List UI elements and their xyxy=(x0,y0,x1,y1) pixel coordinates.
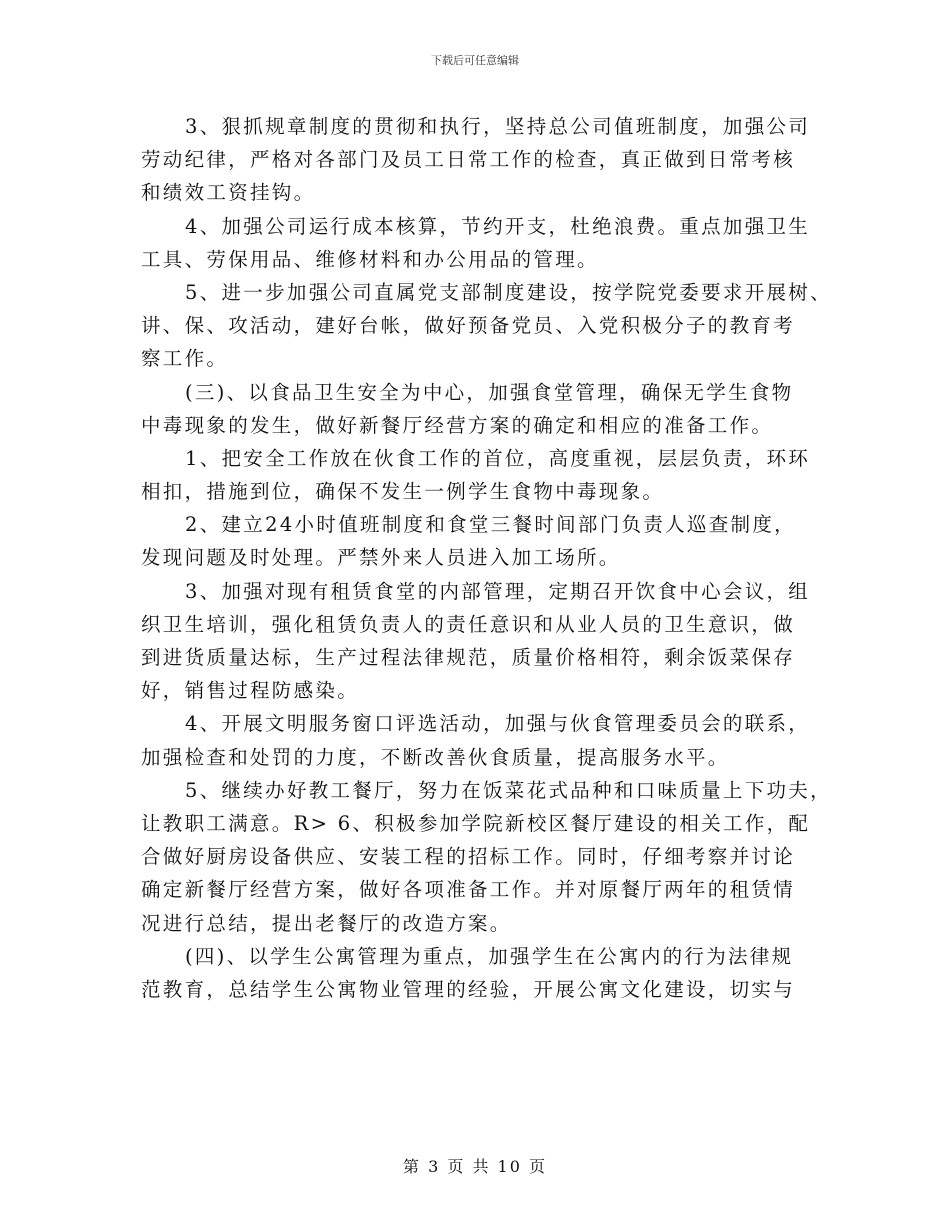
page-header: 下载后可任意编辑 xyxy=(431,54,519,67)
paragraph-line: 好，销售过程防感染。 xyxy=(141,679,360,703)
paragraph-line: 况进行总结，提出老餐厅的改造方案。 xyxy=(141,911,512,935)
paragraph-line: 4、加强公司运行成本核算，节约开支，杜绝浪费。重点加强卫生 xyxy=(185,214,811,238)
paragraph-line: 工具、劳保用品、维修材料和办公用品的管理。 xyxy=(141,247,599,271)
paragraph-line: 5、进一步加强公司直属党支部制度建设，按学院党委要求开展树、 xyxy=(185,280,832,304)
paragraph-line: 加强检查和处罚的力度，不断改善伙食质量，提高服务水平。 xyxy=(141,745,730,769)
paragraph-line: 范教育，总结学生公寓物业管理的经验，开展公寓文化建设，切实与 xyxy=(141,977,796,1001)
paragraph-line: 3、狠抓规章制度的贯彻和执行，坚持总公司值班制度，加强公司 xyxy=(185,115,811,138)
page-number: 第 3 页 共 10 页 xyxy=(403,1157,547,1176)
paragraph-line: 确定新餐厅经营方案，做好各项准备工作。并对原餐厅两年的租赁情 xyxy=(141,878,796,902)
document-body xyxy=(141,110,832,1006)
paragraph-line: 到进货质量达标，生产过程法律规范，质量价格相符，剩余饭菜保存 xyxy=(141,646,796,669)
paragraph-line: 劳动纪律，严格对各部门及员工日常工作的检查，真正做到日常考核 xyxy=(141,148,796,172)
paragraph-line: 察工作。 xyxy=(141,347,229,371)
paragraph-line: 讲、保、攻活动，建好台帐，做好预备党员、入党积极分子的教育考 xyxy=(141,314,796,338)
paragraph-line: 2、建立24小时值班制度和食堂三餐时间部门负责人巡查制度， xyxy=(185,513,796,537)
paragraph-line: 织卫生培训，强化租赁负责人的责任意识和从业人员的卫生意识，做 xyxy=(141,612,796,636)
paragraph-line: 让教职工满意。R> 6、积极参加学院新校区餐厅建设的相关工作，配 xyxy=(141,811,811,835)
paragraph-line: 1、把安全工作放在伙食工作的首位，高度重视，层层负责，环环 xyxy=(185,446,811,470)
section-heading-line: (四)、以学生公寓管理为重点，加强学生在公寓内的行为法律规 xyxy=(185,944,794,968)
paragraph-line: 发现问题及时处理。严禁外来人员进入加工场所。 xyxy=(141,546,621,570)
paragraph-line: 中毒现象的发生，做好新餐厅经营方案的确定和相应的准备工作。 xyxy=(141,413,774,437)
paragraph-line: 相扣，措施到位，确保不发生一例学生食物中毒现象。 xyxy=(141,480,665,504)
paragraph-line: 4、开展文明服务窗口评选活动，加强与伙食管理委员会的联系， xyxy=(185,712,811,736)
section-heading-line: (三)、以食品卫生安全为中心，加强食堂管理，确保无学生食物 xyxy=(185,380,794,404)
paragraph-line: 5、继续办好教工餐厅，努力在饭菜花式品种和口味质量上下功夫， xyxy=(185,778,832,802)
paragraph-line: 和绩效工资挂钩。 xyxy=(141,181,316,205)
paragraph-line: 3、加强对现有租赁食堂的内部管理，定期召开饮食中心会议，组 xyxy=(185,579,811,603)
paragraph-line: 合做好厨房设备供应、安装工程的招标工作。同时，仔细考察并讨论 xyxy=(141,845,796,869)
